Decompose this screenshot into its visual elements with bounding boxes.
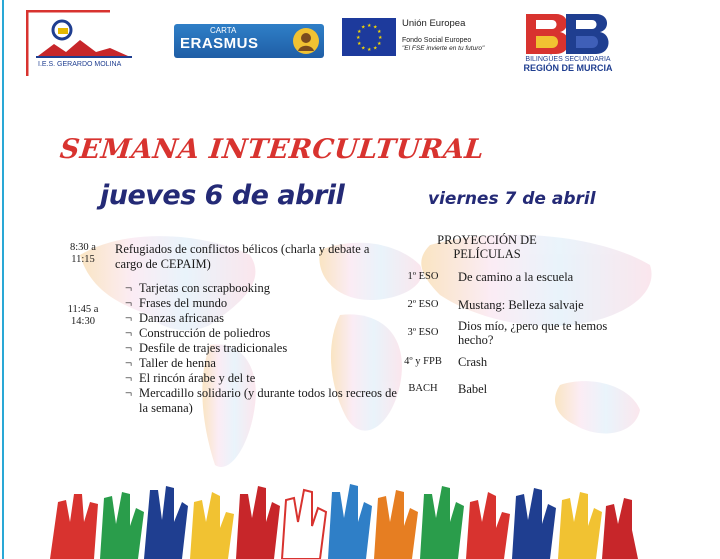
film-title: Dios mío, ¿pero que te hemos hecho? bbox=[458, 319, 608, 347]
film-title: De camino a la escuela bbox=[458, 270, 574, 284]
bb-line2: REGIÓN DE MURCIA bbox=[523, 63, 613, 73]
film-title: Mustang: Belleza salvaje bbox=[458, 298, 584, 312]
svg-text:★: ★ bbox=[373, 24, 378, 31]
eu-motto: "El FSE invierte en tu futuro" bbox=[402, 45, 485, 52]
bullet-mark: ¬ bbox=[125, 326, 133, 340]
activities-list bbox=[125, 281, 401, 416]
left-border-line bbox=[2, 0, 4, 559]
svg-text:★: ★ bbox=[361, 24, 366, 31]
page-title: SEMANA INTERCULTURAL bbox=[58, 134, 486, 165]
slot2-time-start: 11:45 a bbox=[67, 304, 99, 315]
erasmus-big-text: ERASMUS bbox=[180, 35, 259, 52]
thursday-heading: jueves 6 de abril bbox=[100, 180, 345, 211]
film-title: Crash bbox=[458, 355, 488, 369]
films-heading: PROYECCIÓN DE PELÍCULAS bbox=[437, 233, 537, 261]
bullet-mark: ¬ bbox=[125, 371, 133, 385]
bullet-mark: ¬ bbox=[125, 296, 133, 310]
school-logo-text: I.E.S. GERARDO MOLINA bbox=[38, 61, 122, 68]
list-item: ¬ Frases del mundo bbox=[125, 296, 228, 310]
film-course: 2º ESO bbox=[407, 299, 439, 310]
slot1-time-end: 11:15 bbox=[71, 254, 95, 265]
list-item: ¬ Mercadillo solidario (y durante todos los recreos de la semana) bbox=[125, 386, 397, 415]
svg-text:★: ★ bbox=[377, 29, 382, 35]
film-course: BACH bbox=[408, 383, 438, 394]
erasmus-small-text: CARTA bbox=[210, 26, 237, 35]
erasmus-logo bbox=[174, 24, 324, 58]
painted-hands-banner bbox=[40, 472, 640, 559]
eu-fund: Fondo Social Europeo bbox=[402, 37, 472, 44]
erasmus-portrait-icon bbox=[292, 27, 320, 55]
slot1-talk: Refugiados de conflictos bélicos (charla y debate a cargo de CEPAIM) bbox=[115, 242, 370, 271]
svg-text:★: ★ bbox=[357, 41, 362, 47]
bullet-mark: ¬ bbox=[125, 311, 133, 325]
bullet-mark: ¬ bbox=[125, 386, 133, 400]
slot1-time bbox=[60, 242, 106, 266]
bullet-mark: ¬ bbox=[125, 341, 133, 355]
bb-logo-text bbox=[518, 56, 618, 73]
slot2-time-end: 14:30 bbox=[71, 316, 95, 327]
svg-text:★: ★ bbox=[378, 35, 383, 41]
svg-text:★: ★ bbox=[373, 45, 378, 52]
svg-text:★: ★ bbox=[367, 47, 372, 53]
slot2-time bbox=[60, 304, 106, 328]
bullet-mark: ¬ bbox=[125, 281, 133, 295]
list-item: ¬ El rincón árabe y del te bbox=[125, 371, 256, 385]
svg-text:★: ★ bbox=[361, 45, 366, 52]
list-item: ¬ Construcción de poliedros bbox=[125, 326, 271, 340]
list-item: ¬ Taller de henna bbox=[125, 356, 216, 370]
bb-line1: BILINGÜES SECUNDARIA bbox=[525, 56, 611, 63]
film-title: Babel bbox=[458, 382, 488, 396]
svg-text:★: ★ bbox=[357, 29, 362, 35]
slot1-time-start: 8:30 a bbox=[70, 242, 96, 253]
friday-heading: viernes 7 de abril bbox=[428, 189, 596, 209]
svg-text:★: ★ bbox=[377, 41, 382, 47]
list-item: ¬ Desfile de trajes tradicionales bbox=[125, 341, 288, 355]
school-logo bbox=[24, 8, 136, 78]
eu-text-block bbox=[402, 18, 522, 52]
eu-title: Unión Europea bbox=[402, 18, 466, 29]
film-course: 3º ESO bbox=[407, 327, 439, 338]
bullet-mark: ¬ bbox=[125, 356, 133, 370]
svg-text:★: ★ bbox=[356, 35, 361, 41]
eu-flag-icon bbox=[342, 18, 396, 56]
svg-text:★: ★ bbox=[367, 23, 372, 29]
film-course: 4º y FPB bbox=[404, 356, 442, 367]
list-item: ¬ Danzas africanas bbox=[125, 311, 225, 325]
list-item: ¬ Tarjetas con scrapbooking bbox=[125, 281, 271, 295]
film-course: 1º ESO bbox=[407, 271, 439, 282]
